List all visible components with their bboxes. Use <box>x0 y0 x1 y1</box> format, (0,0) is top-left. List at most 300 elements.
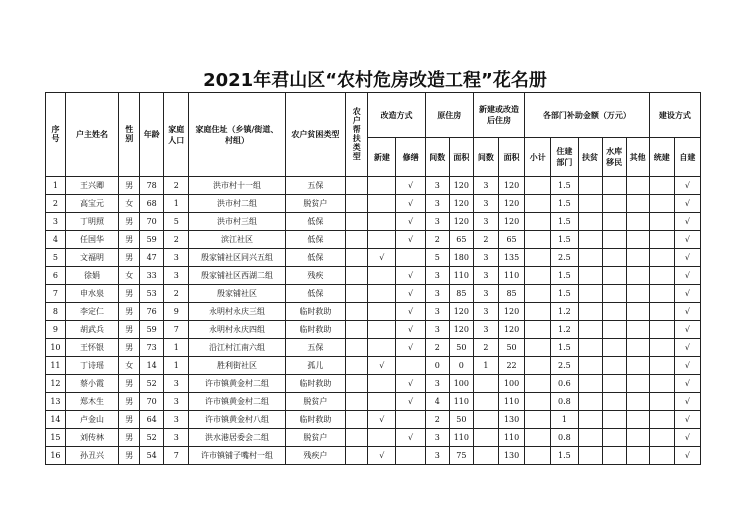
cell-age: 59 <box>140 321 164 339</box>
cell-assist-type <box>346 375 368 393</box>
cell-assist-type <box>346 195 368 213</box>
cell-original-rooms: 3 <box>425 303 449 321</box>
cell-original-rooms: 4 <box>425 393 449 411</box>
cell-poverty-type: 五保 <box>285 177 346 195</box>
table-row <box>46 393 701 411</box>
cell-poverty-type: 残疾 <box>285 267 346 285</box>
cell-family-size: 3 <box>164 375 189 393</box>
cell-address: 许市镇黄金村二组 <box>189 393 285 411</box>
cell-name: 胡武兵 <box>65 321 118 339</box>
cell-subtotal <box>525 393 551 411</box>
cell-family-size: 7 <box>164 321 189 339</box>
cell-address: 沿江村江南六组 <box>189 339 285 357</box>
cell-address: 胜利街社区 <box>189 357 285 375</box>
cell-address: 洪市村二组 <box>189 195 285 213</box>
cell-gender: 女 <box>119 195 140 213</box>
cell-assist-type <box>346 303 368 321</box>
cell-other <box>626 285 649 303</box>
cell-subtotal <box>525 231 551 249</box>
cell-repair-mark: √ <box>396 177 425 195</box>
cell-housing-subsidy: 1.5 <box>551 213 578 231</box>
cell-new-rooms <box>473 447 498 465</box>
cell-name: 丁诗瑶 <box>65 357 118 375</box>
cell-family-size: 3 <box>164 429 189 447</box>
cell-seq: 2 <box>46 195 66 213</box>
table-row <box>46 357 701 375</box>
cell-new-build-mark <box>368 429 396 447</box>
cell-poverty-aid <box>578 411 602 429</box>
cell-gender: 男 <box>119 231 140 249</box>
cell-seq: 1 <box>46 177 66 195</box>
cell-family-size: 3 <box>164 249 189 267</box>
cell-reservoir <box>602 357 626 375</box>
cell-name: 申水泉 <box>65 285 118 303</box>
cell-seq: 4 <box>46 231 66 249</box>
cell-other <box>626 339 649 357</box>
cell-housing-subsidy: 1.5 <box>551 231 578 249</box>
cell-new-build-mark <box>368 213 396 231</box>
cell-new-rooms <box>473 375 498 393</box>
cell-original-area: 110 <box>449 267 473 285</box>
cell-self-build-mark: √ <box>674 213 700 231</box>
cell-address: 洪水港居委会二组 <box>189 429 285 447</box>
cell-housing-subsidy: 1 <box>551 411 578 429</box>
cell-unified-build <box>649 393 674 411</box>
cell-subtotal <box>525 195 551 213</box>
header-original-house: 原住房 <box>425 93 473 138</box>
cell-name: 蔡小霞 <box>65 375 118 393</box>
cell-original-area: 50 <box>449 339 473 357</box>
cell-seq: 9 <box>46 321 66 339</box>
cell-new-area: 120 <box>498 213 524 231</box>
cell-self-build-mark: √ <box>674 339 700 357</box>
cell-self-build-mark: √ <box>674 411 700 429</box>
cell-original-rooms: 2 <box>425 231 449 249</box>
header-address: 家庭住址（乡镇/街道、村组） <box>189 93 285 177</box>
cell-original-rooms: 3 <box>425 321 449 339</box>
cell-new-area: 135 <box>498 249 524 267</box>
cell-repair-mark: √ <box>396 339 425 357</box>
cell-other <box>626 231 649 249</box>
cell-assist-type <box>346 357 368 375</box>
cell-assist-type <box>346 321 368 339</box>
cell-other <box>626 177 649 195</box>
cell-new-build-mark <box>368 321 396 339</box>
cell-family-size: 2 <box>164 231 189 249</box>
cell-seq: 11 <box>46 357 66 375</box>
cell-self-build-mark: √ <box>674 177 700 195</box>
cell-assist-type <box>346 339 368 357</box>
header-unified: 统建 <box>649 138 674 177</box>
cell-poverty-type: 孤儿 <box>285 357 346 375</box>
cell-self-build-mark: √ <box>674 393 700 411</box>
cell-new-area: 110 <box>498 393 524 411</box>
table-row <box>46 321 701 339</box>
cell-unified-build <box>649 285 674 303</box>
header-housing-dept: 住建部门 <box>551 138 578 177</box>
cell-seq: 8 <box>46 303 66 321</box>
cell-housing-subsidy: 0.6 <box>551 375 578 393</box>
cell-new-rooms: 2 <box>473 231 498 249</box>
cell-original-area: 85 <box>449 285 473 303</box>
cell-subtotal <box>525 447 551 465</box>
cell-name: 文福明 <box>65 249 118 267</box>
cell-new-area: 120 <box>498 195 524 213</box>
cell-poverty-type: 脱贫户 <box>285 393 346 411</box>
cell-address: 永明村永庆三组 <box>189 303 285 321</box>
cell-name: 高宝元 <box>65 195 118 213</box>
cell-original-area: 50 <box>449 411 473 429</box>
cell-seq: 5 <box>46 249 66 267</box>
cell-housing-subsidy: 2.5 <box>551 249 578 267</box>
cell-housing-subsidy: 1.5 <box>551 177 578 195</box>
header-poverty-type: 农户贫困类型 <box>285 93 346 177</box>
cell-repair-mark <box>396 249 425 267</box>
cell-unified-build <box>649 267 674 285</box>
cell-family-size: 3 <box>164 411 189 429</box>
cell-other <box>626 411 649 429</box>
cell-gender: 男 <box>119 285 140 303</box>
cell-housing-subsidy: 1.5 <box>551 195 578 213</box>
cell-age: 70 <box>140 393 164 411</box>
cell-new-area: 110 <box>498 267 524 285</box>
header-family: 家庭人口 <box>164 93 189 177</box>
cell-gender: 男 <box>119 177 140 195</box>
cell-age: 76 <box>140 303 164 321</box>
cell-address: 殷家铺社区 <box>189 285 285 303</box>
cell-poverty-aid <box>578 447 602 465</box>
cell-assist-type <box>346 285 368 303</box>
cell-reservoir <box>602 375 626 393</box>
cell-name: 丁明照 <box>65 213 118 231</box>
cell-age: 53 <box>140 285 164 303</box>
cell-original-area: 180 <box>449 249 473 267</box>
cell-original-rooms: 5 <box>425 249 449 267</box>
cell-family-size: 1 <box>164 339 189 357</box>
cell-poverty-aid <box>578 213 602 231</box>
cell-other <box>626 375 649 393</box>
cell-new-rooms: 3 <box>473 177 498 195</box>
header-row-1 <box>46 93 701 138</box>
cell-unified-build <box>649 357 674 375</box>
cell-subtotal <box>525 375 551 393</box>
cell-seq: 12 <box>46 375 66 393</box>
cell-family-size: 1 <box>164 195 189 213</box>
cell-reservoir <box>602 249 626 267</box>
cell-original-area: 120 <box>449 195 473 213</box>
cell-new-build-mark: √ <box>368 249 396 267</box>
cell-other <box>626 267 649 285</box>
header-repair: 修缮 <box>396 138 425 177</box>
cell-new-rooms <box>473 393 498 411</box>
cell-family-size: 1 <box>164 357 189 375</box>
cell-new-build-mark <box>368 195 396 213</box>
cell-unified-build <box>649 177 674 195</box>
cell-age: 52 <box>140 375 164 393</box>
cell-new-rooms: 3 <box>473 213 498 231</box>
cell-assist-type <box>346 411 368 429</box>
cell-housing-subsidy: 1.5 <box>551 447 578 465</box>
cell-age: 52 <box>140 429 164 447</box>
cell-name: 徐娟 <box>65 267 118 285</box>
cell-new-area: 85 <box>498 285 524 303</box>
cell-other <box>626 393 649 411</box>
cell-new-build-mark <box>368 267 396 285</box>
header-poverty-aid: 扶贫 <box>578 138 602 177</box>
cell-address: 殷家铺社区西湖二组 <box>189 267 285 285</box>
cell-repair-mark: √ <box>396 285 425 303</box>
cell-seq: 10 <box>46 339 66 357</box>
cell-poverty-aid <box>578 231 602 249</box>
cell-gender: 男 <box>119 375 140 393</box>
header-new-rooms: 间数 <box>473 138 498 177</box>
cell-age: 59 <box>140 231 164 249</box>
table-row <box>46 195 701 213</box>
cell-self-build-mark: √ <box>674 303 700 321</box>
cell-original-rooms: 3 <box>425 429 449 447</box>
cell-gender: 女 <box>119 267 140 285</box>
cell-poverty-type: 脱贫户 <box>285 195 346 213</box>
table-row <box>46 429 701 447</box>
cell-original-rooms: 3 <box>425 195 449 213</box>
cell-gender: 男 <box>119 303 140 321</box>
cell-poverty-aid <box>578 339 602 357</box>
cell-assist-type <box>346 393 368 411</box>
cell-subtotal <box>525 177 551 195</box>
cell-poverty-type: 五保 <box>285 339 346 357</box>
cell-original-rooms: 3 <box>425 267 449 285</box>
cell-unified-build <box>649 429 674 447</box>
cell-original-area: 75 <box>449 447 473 465</box>
cell-new-rooms: 3 <box>473 195 498 213</box>
cell-original-rooms: 0 <box>425 357 449 375</box>
cell-reservoir <box>602 321 626 339</box>
cell-other <box>626 447 649 465</box>
cell-subtotal <box>525 321 551 339</box>
cell-poverty-aid <box>578 195 602 213</box>
table-row <box>46 285 701 303</box>
header-subsidy: 各部门补助金额（万元） <box>525 93 650 138</box>
cell-poverty-aid <box>578 303 602 321</box>
cell-housing-subsidy: 1.5 <box>551 267 578 285</box>
cell-gender: 男 <box>119 411 140 429</box>
cell-poverty-type: 脱贫户 <box>285 429 346 447</box>
cell-new-rooms <box>473 411 498 429</box>
header-subtotal: 小计 <box>525 138 551 177</box>
cell-assist-type <box>346 213 368 231</box>
cell-gender: 男 <box>119 321 140 339</box>
cell-original-area: 65 <box>449 231 473 249</box>
cell-self-build-mark: √ <box>674 195 700 213</box>
header-assist-type: 农户帮扶类型 <box>346 93 368 177</box>
cell-age: 73 <box>140 339 164 357</box>
cell-address: 殷家铺社区同兴五组 <box>189 249 285 267</box>
cell-reservoir <box>602 267 626 285</box>
cell-family-size: 3 <box>164 267 189 285</box>
cell-family-size: 2 <box>164 285 189 303</box>
cell-address: 永明村永庆四组 <box>189 321 285 339</box>
cell-new-build-mark <box>368 375 396 393</box>
cell-assist-type <box>346 429 368 447</box>
cell-age: 68 <box>140 195 164 213</box>
cell-poverty-type: 临时救助 <box>285 411 346 429</box>
cell-age: 54 <box>140 447 164 465</box>
cell-age: 47 <box>140 249 164 267</box>
cell-family-size: 3 <box>164 393 189 411</box>
cell-new-build-mark <box>368 177 396 195</box>
cell-other <box>626 357 649 375</box>
cell-name: 刘传林 <box>65 429 118 447</box>
table-row <box>46 375 701 393</box>
cell-name: 任国华 <box>65 231 118 249</box>
header-original-rooms: 间数 <box>425 138 449 177</box>
header-seq: 序号 <box>46 93 66 177</box>
cell-self-build-mark: √ <box>674 267 700 285</box>
cell-unified-build <box>649 213 674 231</box>
cell-gender: 女 <box>119 357 140 375</box>
cell-poverty-aid <box>578 357 602 375</box>
cell-reservoir <box>602 213 626 231</box>
table-row <box>46 213 701 231</box>
header-new-build: 新建 <box>368 138 396 177</box>
cell-self-build-mark: √ <box>674 285 700 303</box>
cell-assist-type <box>346 177 368 195</box>
cell-subtotal <box>525 213 551 231</box>
cell-name: 孙丑兴 <box>65 447 118 465</box>
cell-housing-subsidy: 1.2 <box>551 321 578 339</box>
cell-address: 许市镇黄金村八组 <box>189 411 285 429</box>
cell-subtotal <box>525 249 551 267</box>
cell-new-rooms: 3 <box>473 303 498 321</box>
header-name: 户主姓名 <box>65 93 118 177</box>
cell-reservoir <box>602 231 626 249</box>
cell-original-area: 120 <box>449 177 473 195</box>
cell-new-area: 130 <box>498 411 524 429</box>
cell-unified-build <box>649 321 674 339</box>
cell-family-size: 2 <box>164 177 189 195</box>
cell-subtotal <box>525 267 551 285</box>
cell-poverty-aid <box>578 285 602 303</box>
cell-original-rooms: 2 <box>425 411 449 429</box>
cell-poverty-aid <box>578 321 602 339</box>
table-row <box>46 303 701 321</box>
cell-unified-build <box>649 231 674 249</box>
cell-age: 70 <box>140 213 164 231</box>
cell-age: 33 <box>140 267 164 285</box>
cell-housing-subsidy: 0.8 <box>551 429 578 447</box>
cell-new-build-mark <box>368 393 396 411</box>
cell-new-rooms: 3 <box>473 249 498 267</box>
cell-age: 14 <box>140 357 164 375</box>
cell-assist-type <box>346 231 368 249</box>
cell-poverty-aid <box>578 429 602 447</box>
cell-new-area: 120 <box>498 303 524 321</box>
cell-new-rooms: 1 <box>473 357 498 375</box>
cell-housing-subsidy: 1.5 <box>551 285 578 303</box>
cell-other <box>626 249 649 267</box>
cell-gender: 男 <box>119 429 140 447</box>
table-row <box>46 231 701 249</box>
cell-self-build-mark: √ <box>674 249 700 267</box>
cell-assist-type <box>346 267 368 285</box>
cell-new-area: 120 <box>498 321 524 339</box>
cell-reservoir <box>602 393 626 411</box>
cell-age: 78 <box>140 177 164 195</box>
cell-other <box>626 213 649 231</box>
cell-subtotal <box>525 411 551 429</box>
cell-poverty-aid <box>578 249 602 267</box>
roster-body <box>46 177 701 465</box>
cell-repair-mark: √ <box>396 195 425 213</box>
cell-original-rooms: 3 <box>425 447 449 465</box>
cell-name: 卢金山 <box>65 411 118 429</box>
header-build-method: 建设方式 <box>649 93 700 138</box>
cell-unified-build <box>649 339 674 357</box>
cell-housing-subsidy: 1.5 <box>551 339 578 357</box>
cell-new-area: 50 <box>498 339 524 357</box>
cell-reservoir <box>602 195 626 213</box>
cell-seq: 14 <box>46 411 66 429</box>
cell-original-area: 110 <box>449 393 473 411</box>
cell-family-size: 5 <box>164 213 189 231</box>
document-title: 2021年君山区“农村危房改造工程”花名册 <box>203 70 547 91</box>
cell-poverty-type: 残疾户 <box>285 447 346 465</box>
table-row <box>46 339 701 357</box>
cell-new-build-mark: √ <box>368 411 396 429</box>
cell-new-build-mark: √ <box>368 447 396 465</box>
cell-new-rooms: 3 <box>473 321 498 339</box>
cell-gender: 男 <box>119 447 140 465</box>
cell-repair-mark: √ <box>396 267 425 285</box>
cell-repair-mark <box>396 411 425 429</box>
header-renovation: 改造方式 <box>368 93 426 138</box>
cell-new-rooms: 2 <box>473 339 498 357</box>
cell-self-build-mark: √ <box>674 231 700 249</box>
cell-original-area: 100 <box>449 375 473 393</box>
header-original-area: 面积 <box>449 138 473 177</box>
cell-original-rooms: 3 <box>425 375 449 393</box>
cell-self-build-mark: √ <box>674 375 700 393</box>
cell-other <box>626 195 649 213</box>
cell-poverty-type: 临时救助 <box>285 321 346 339</box>
cell-name: 王兴卿 <box>65 177 118 195</box>
cell-repair-mark <box>396 357 425 375</box>
cell-repair-mark: √ <box>396 429 425 447</box>
cell-repair-mark <box>396 447 425 465</box>
table-row <box>46 249 701 267</box>
cell-subtotal <box>525 303 551 321</box>
table-row <box>46 177 701 195</box>
cell-unified-build <box>649 195 674 213</box>
cell-gender: 男 <box>119 249 140 267</box>
cell-gender: 男 <box>119 339 140 357</box>
cell-poverty-aid <box>578 177 602 195</box>
cell-seq: 7 <box>46 285 66 303</box>
cell-poverty-type: 临时救助 <box>285 303 346 321</box>
cell-gender: 男 <box>119 213 140 231</box>
cell-assist-type <box>346 249 368 267</box>
table-row <box>46 447 701 465</box>
cell-unified-build <box>649 303 674 321</box>
cell-poverty-type: 临时救助 <box>285 375 346 393</box>
header-age: 年龄 <box>140 93 164 177</box>
cell-other <box>626 321 649 339</box>
cell-name: 李定仁 <box>65 303 118 321</box>
cell-age: 64 <box>140 411 164 429</box>
cell-housing-subsidy: 1.2 <box>551 303 578 321</box>
cell-housing-subsidy: 2.5 <box>551 357 578 375</box>
cell-gender: 男 <box>119 393 140 411</box>
